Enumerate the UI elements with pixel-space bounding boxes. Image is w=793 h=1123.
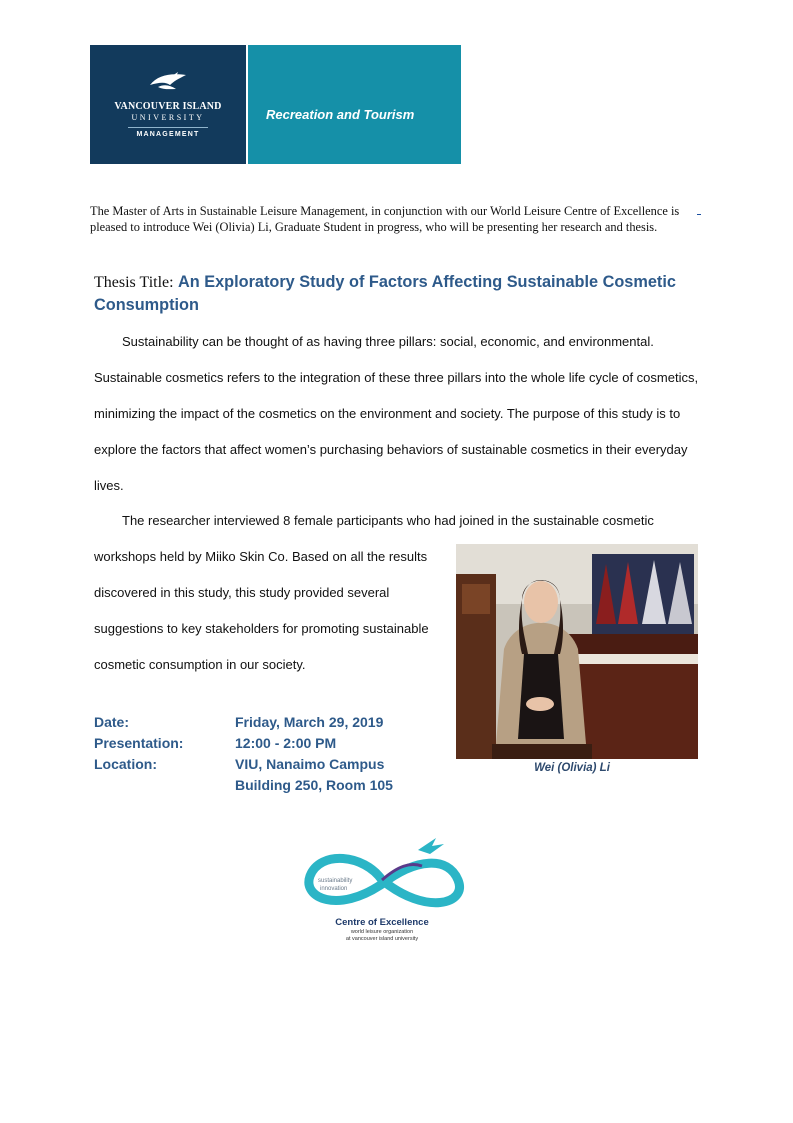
intro-paragraph: The Master of Arts in Sustainable Leisure Management, in conjunction with our World Leisure Centre of Excellence is pleased to introduce Wei (Olivia) Li, Graduate Student in progress, who will be presenting her research and thesis. [90,204,680,234]
faculty-name: MANAGEMENT [136,131,200,138]
header-banner [90,45,461,164]
department-panel [248,45,461,164]
thesis-title: An Exploratory Study of Factors Affecting Sustainable Cosmetic Consumption [94,273,676,314]
presentation-label: Presentation: [94,735,184,751]
date-value: Friday, March 29, 2019 [235,714,384,730]
thesis-heading [94,271,704,317]
location-value-1: VIU, Nanaimo Campus [235,756,385,772]
thesis-label: Thesis Title: [94,274,174,291]
centre-sub-1: world leisure organization [350,929,414,935]
centre-of-excellence-logo [298,836,466,946]
centre-tag-1: sustainability [318,878,353,884]
date-label: Date: [94,714,130,730]
presentation-value: 12:00 - 2:00 PM [235,735,337,751]
abstract-paragraph-2-first-line: The researcher interviewed 8 female participants who had joined in the sustainable cosmetic [122,513,654,528]
infinity-airplane-icon [298,836,466,946]
centre-tag-2: innovation [320,886,348,892]
bird-icon [148,71,188,95]
location-value-2: Building 250, Room 105 [235,777,393,793]
centre-title: Centre of Excellence [335,917,429,928]
university-name-line1: VANCOUVER ISLAND [114,101,222,112]
department-name: Recreation and Tourism [266,107,415,122]
edit-mark [697,214,701,215]
photo-caption: Wei (Olivia) Li [534,762,610,774]
location-label: Location: [94,756,157,772]
abstract-paragraph-2-rest: workshops held by Miiko Skin Co. Based on all the results discovered in this study, this study provided several suggestions to key stakeholders for promoting sustainable cosmetic consumption in our society. [94,549,429,672]
presenter-photo [456,544,698,759]
university-name-line2: UNIVERSITY [131,113,205,122]
university-logo [90,45,246,164]
abstract-paragraph-1: Sustainability can be thought of as having three pillars: social, economic, and environmental. Sustainable cosmetics refers to the integration of these three pillars into the whole life cycle of cosmetics, minimizing the impact of the cosmetics on the environment and society. The purpose of this study is to explore the factors that affect women’s purchasing behaviors of sustainable cosmetics in their everyday lives. [94,334,699,493]
logo-rule [128,127,208,128]
centre-sub-2: at vancouver island university [345,936,419,942]
